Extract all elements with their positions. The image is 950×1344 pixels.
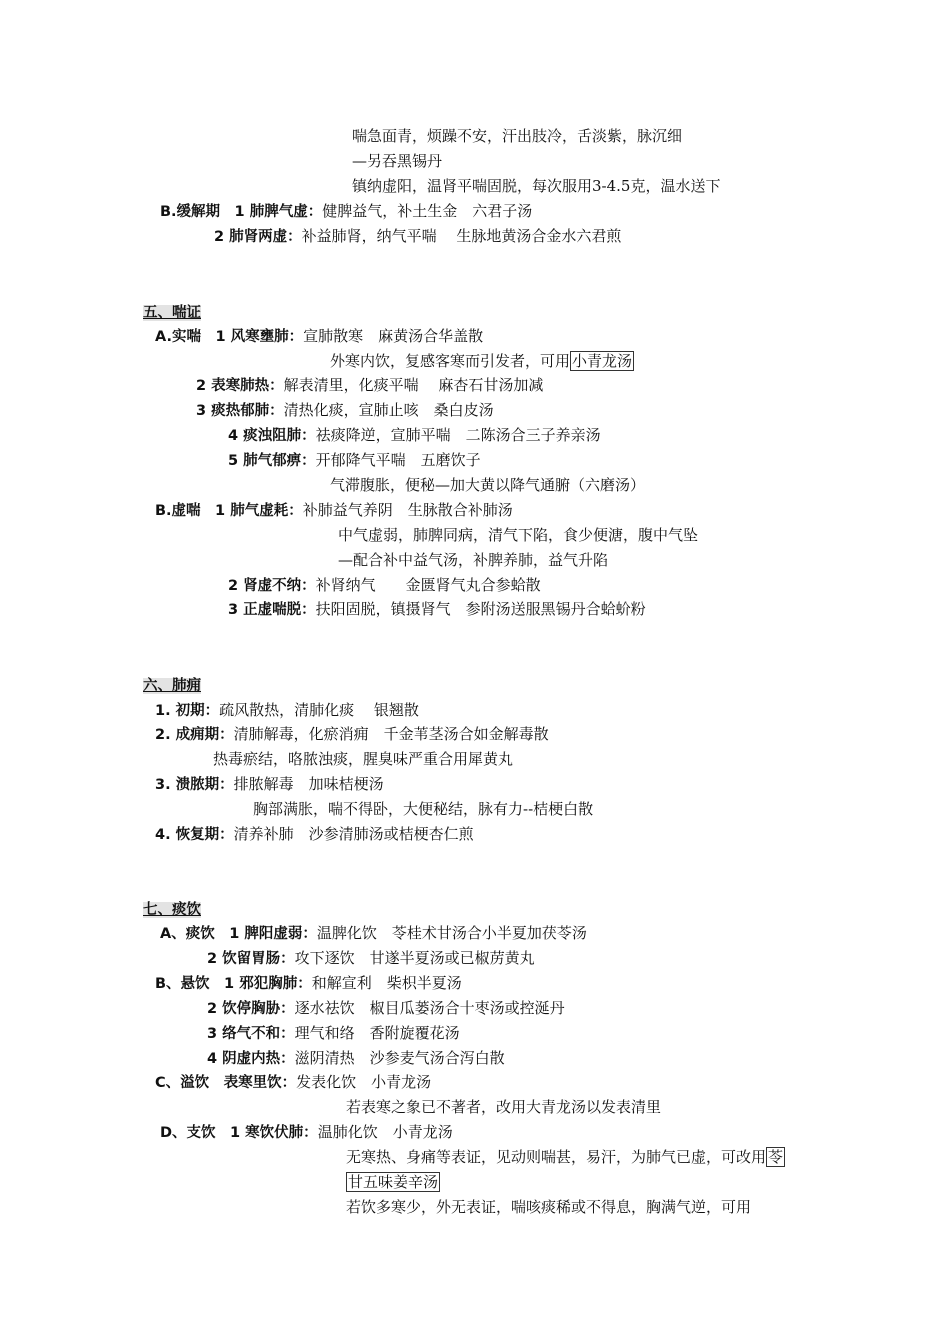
entry-text: 补肺益气养阴 生脉散合补肺汤 (302, 501, 513, 519)
section-title: 六、肺痈 (143, 678, 201, 694)
entry-label: 3 正虚喘脱： (228, 602, 316, 618)
entry-text: 理气和络 香附旋覆花汤 (294, 1024, 460, 1042)
entry-label: 3 痰热郁肺： (196, 403, 284, 419)
entry-line (214, 226, 621, 247)
text-line: —另吞黑锡丹 (352, 152, 443, 170)
entry-line (207, 1048, 505, 1069)
note-line: 若表寒之象已不著者，改用大青龙汤以发表清里 (346, 1098, 662, 1116)
note-line: 气滞腹胀，便秘—加大黄以降气通腑（六磨汤） (330, 476, 646, 494)
entry-label: 4 阴虚内热： (207, 1051, 295, 1067)
entry-label: C、溢饮 表寒里饮： (155, 1075, 297, 1091)
entry-line (155, 973, 462, 994)
entry-label: 4 痰浊阻肺： (228, 428, 316, 444)
entry-text: 解表清里，化痰平喘 麻杏石甘汤加减 (283, 376, 544, 394)
entry-label: B.缓解期 1 肺脾气虚： (160, 204, 323, 220)
entry-line (228, 599, 646, 620)
entry-line (160, 923, 587, 944)
entry-line (155, 700, 419, 721)
entry-text: 补益肺肾，纳气平喘 生脉地黄汤合金水六君煎 (301, 227, 622, 245)
note-line (346, 1147, 785, 1167)
entry-label: 3 络气不和： (207, 1026, 295, 1042)
entry-line (196, 400, 494, 421)
entry-text: 清肺解毒，化瘀消痈 千金苇茎汤合如金解毒散 (233, 725, 549, 743)
entry-text: 滋阴清热 沙参麦气汤合泻白散 (294, 1049, 505, 1067)
entry-text: 温肺化饮 小青龙汤 (317, 1123, 453, 1141)
entry-label: 2. 成痈期： (155, 727, 234, 743)
entry-line (160, 201, 532, 222)
section-heading (143, 899, 201, 920)
entry-text: 逐水祛饮 椒目瓜蒌汤合十枣汤或控涎丹 (294, 999, 565, 1017)
entry-label: 3. 溃脓期： (155, 777, 234, 793)
entry-line (228, 450, 481, 471)
entry-line (155, 824, 474, 845)
entry-text: 开郁降气平喘 五磨饮子 (315, 451, 481, 469)
entry-line (155, 724, 549, 745)
note-line: 中气虚弱，肺脾同病，清气下陷，食少便溏，腹中气坠 (338, 526, 699, 544)
entry-label: 2 肺肾两虚： (214, 229, 302, 245)
entry-text: 温脾化饮 苓桂术甘汤合小半夏加茯苓汤 (316, 924, 587, 942)
entry-line (196, 375, 543, 396)
entry-text: 补肾纳气 金匮肾气丸合参蛤散 (315, 576, 541, 594)
section-title: 五、喘证 (143, 305, 201, 321)
boxed-formula: 小青龙汤 (572, 352, 633, 370)
section-heading (143, 302, 201, 323)
entry-text: 祛痰降逆，宣肺平喘 二陈汤合三子养亲汤 (315, 426, 601, 444)
entry-label: 1. 初期： (155, 703, 220, 719)
text-line: 喘急面青，烦躁不安，汗出肢冷，舌淡紫，脉沉细 (352, 127, 683, 145)
entry-label: 2 饮停胸胁： (207, 1001, 295, 1017)
entry-text: 宣肺散寒 麻黄汤合华盖散 (303, 327, 484, 345)
section-title: 七、痰饮 (143, 902, 201, 918)
entry-line (228, 425, 601, 446)
entry-label: 2 肾虚不纳： (228, 578, 316, 594)
note-text: 无寒热、身痛等表证，见动则喘甚，易汗，为肺气已虚，可改用 (346, 1148, 767, 1166)
entry-label: 5 肺气郁痹： (228, 453, 316, 469)
entry-label: 2 表寒肺热： (196, 378, 284, 394)
entry-text: 排脓解毒 加味桔梗汤 (233, 775, 384, 793)
entry-text: 和解宣利 柴枳半夏汤 (311, 974, 462, 992)
entry-label: D、支饮 1 寒饮伏肺： (160, 1125, 318, 1141)
entry-line (155, 326, 483, 347)
entry-text: 清养补肺 沙参清肺汤或桔梗杏仁煎 (233, 825, 474, 843)
entry-label: B、悬饮 1 邪犯胸肺： (155, 976, 312, 992)
entry-label: 2 饮留胃肠： (207, 951, 295, 967)
entry-text: 健脾益气，补土生金 六君子汤 (322, 202, 533, 220)
note-line: 热毒瘀结，咯脓浊痰，腥臭味严重合用犀黄丸 (213, 750, 514, 768)
entry-label: A、痰饮 1 脾阳虚弱： (160, 926, 317, 942)
entry-line (228, 575, 541, 596)
entry-label: B.虚喘 1 肺气虚耗： (155, 503, 303, 519)
boxed-formula: 苓 (768, 1148, 784, 1166)
entry-line (207, 948, 535, 969)
entry-text: 发表化饮 小青龙汤 (296, 1073, 432, 1091)
note-line: —配合补中益气汤，补脾养肺，益气升陷 (338, 551, 609, 569)
note-line: 若饮多寒少，外无表证，喘咳痰稀或不得息，胸满气逆，可用 (346, 1198, 752, 1216)
note-line (346, 1172, 440, 1192)
note-text: 外寒内饮，复感客寒而引发者，可用 (330, 352, 571, 370)
entry-line (155, 500, 513, 521)
entry-line (207, 1023, 460, 1044)
section-heading (143, 675, 201, 696)
entry-line (155, 774, 384, 795)
entry-text: 清热化痰，宣肺止咳 桑白皮汤 (283, 401, 494, 419)
entry-text: 疏风散热，清肺化痰 银翘散 (219, 701, 419, 719)
entry-line (160, 1122, 453, 1143)
text-line: 镇纳虚阳，温肾平喘固脱，每次服用3-4.5克，温水送下 (352, 177, 721, 195)
note-line (330, 351, 634, 371)
entry-text: 扶阳固脱，镇摄肾气 参附汤送服黑锡丹合蛤蚧粉 (315, 600, 646, 618)
entry-label: 4. 恢复期： (155, 827, 234, 843)
boxed-formula: 甘五味姜辛汤 (348, 1173, 439, 1191)
entry-line (207, 998, 565, 1019)
note-line: 胸部满胀，喘不得卧，大便秘结，脉有力--桔梗白散 (253, 800, 594, 818)
entry-text: 攻下逐饮 甘遂半夏汤或已椒苈黄丸 (294, 949, 535, 967)
entry-label: A.实喘 1 风寒壅肺： (155, 329, 304, 345)
entry-line (155, 1072, 431, 1093)
